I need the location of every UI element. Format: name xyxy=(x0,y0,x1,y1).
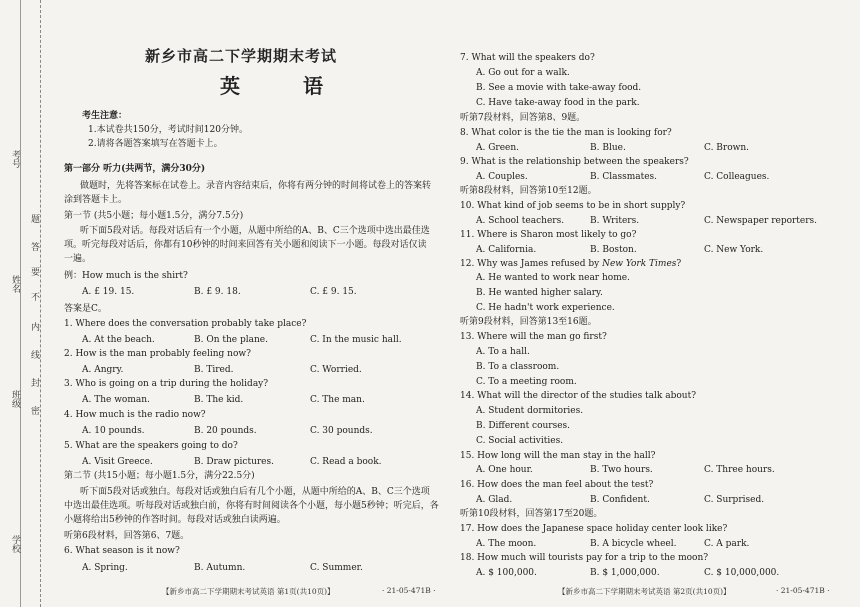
section2-direction: 听下面5段对话或独白。每段对话或独白后有几个小题，从题中所给的A、B、C三个选项 xyxy=(80,487,430,497)
seal-char: 密 xyxy=(31,407,41,417)
seal-char: 线 xyxy=(31,351,41,361)
name-label: 姓名 xyxy=(10,275,20,293)
answer-option: B. On the plane. xyxy=(194,335,268,345)
section1-heading: 第一节 (共5小题；每小题1.5分，满分7.5分) xyxy=(64,211,244,221)
answer-option: A. California. xyxy=(476,245,537,255)
question-text: 10. What kind of job seems to be in short supply? xyxy=(460,201,686,211)
example-option: B. £ 9. 18. xyxy=(194,287,241,297)
answer-option: B. Classmates. xyxy=(590,172,658,182)
answer-option: A. Angry. xyxy=(82,365,124,375)
answer-option: B. Tired. xyxy=(194,365,234,375)
question-text: 7. What will the speakers do? xyxy=(460,53,595,63)
material-instruction: 听第10段材料，回答第17至20题。 xyxy=(460,509,603,519)
answer-option: C. 30 pounds. xyxy=(310,426,373,436)
question-text: 15. How long will the man stay in the hall? xyxy=(460,451,656,461)
binding-line-dashed xyxy=(40,0,41,607)
answer-option: C. Brown. xyxy=(704,143,749,153)
subject-title: 英 语 xyxy=(220,74,351,98)
question-text: 18. How much will tourists pay for a trip to the moon? xyxy=(460,553,709,563)
answer-option: C. Social activities. xyxy=(476,436,564,446)
answer-option: C. The man. xyxy=(310,395,365,405)
part1-intro: 涂到答题卡上。 xyxy=(64,195,128,205)
answer-option: A. Green. xyxy=(476,143,520,153)
answer-option: C. To a meeting room. xyxy=(476,377,577,387)
answer-option: C. Three hours. xyxy=(704,465,775,475)
exam-title: 新乡市高二下学期期末考试 xyxy=(145,47,338,65)
question-text: 2. How is the man probably feeling now? xyxy=(64,349,251,359)
answer-option: A. Student dormitories. xyxy=(476,406,584,416)
part1-intro: 做题时，先将答案标在试卷上。录音内容结束后，你将有两分钟的时间将试卷上的答案转 xyxy=(80,181,432,191)
answer-option: A. He wanted to work near home. xyxy=(476,273,630,283)
page-footer: 【新乡市高二下学期期末考试英语 第2页(共10页)】 xyxy=(558,587,731,596)
answer-option: B. Writers. xyxy=(590,216,640,226)
notice-item: 2.请将各题答案填写在答题卡上。 xyxy=(88,139,223,149)
seal-char: 封 xyxy=(31,379,41,389)
answer-option: B. Blue. xyxy=(590,143,626,153)
part1-heading: 第一部分 听力(共两节，满分30分) xyxy=(64,164,206,174)
answer-option: B. He wanted higher salary. xyxy=(476,288,603,298)
section1-direction: 一遍。 xyxy=(64,254,92,264)
answer-option: B. Different courses. xyxy=(476,421,571,431)
answer-option: C. Surprised. xyxy=(704,495,765,505)
question-text-start: 12. Why was James refused by xyxy=(460,259,603,269)
answer-option: B. Two hours. xyxy=(590,465,653,475)
seal-char: 内 xyxy=(31,323,41,333)
page-code: · 21-05-471B · xyxy=(776,586,830,595)
question-text: 9. What is the relationship between the speakers? xyxy=(460,157,689,167)
page-footer: 【新乡市高二下学期期末考试英语 第1页(共10页)】 xyxy=(162,587,335,596)
seal-char: 不 xyxy=(31,293,41,303)
question-text xyxy=(460,258,681,270)
section2-direction: 小题将给出5秒钟的作答时间。每段对话或独白读两遍。 xyxy=(64,515,286,525)
binding-line-solid xyxy=(20,0,21,607)
example-question: 例：How much is the shirt? xyxy=(64,271,188,281)
notice-heading: 考生注意： xyxy=(82,111,128,121)
seal-char: 要 xyxy=(31,268,41,278)
question-text: 6. What season is it now? xyxy=(64,546,180,556)
class-label: 班级 xyxy=(10,390,20,408)
answer-option: B. 20 pounds. xyxy=(194,426,257,436)
seal-char: 题 xyxy=(31,215,41,225)
answer-option: A. The woman. xyxy=(82,395,150,405)
answer-option: C. New York. xyxy=(704,245,764,255)
answer-option: A. Glad. xyxy=(476,495,513,505)
exam-number-label: 考号 xyxy=(10,150,20,168)
answer-option: C. Newspaper reporters. xyxy=(704,216,818,226)
answer-option: A. Go out for a walk. xyxy=(476,68,570,78)
answer-option: A. School teachers. xyxy=(476,216,565,226)
answer-option: B. Draw pictures. xyxy=(194,457,274,467)
material-instruction: 听第6段材料，回答第6、7题。 xyxy=(64,531,190,541)
question-text: 4. How much is the radio now? xyxy=(64,410,206,420)
question-text: 13. Where will the man go first? xyxy=(460,332,607,342)
answer-option: C. Read a book. xyxy=(310,457,382,467)
answer-option: A. $ 100,000. xyxy=(476,568,537,578)
example-option: A. £ 19. 15. xyxy=(82,287,135,297)
answer-option: B. $ 1,000,000. xyxy=(590,568,660,578)
question-text: 8. What color is the tie the man is looking for? xyxy=(460,128,672,138)
answer-option: B. See a movie with take-away food. xyxy=(476,83,642,93)
answer-option: A. The moon. xyxy=(476,539,537,549)
question-text: 16. How does the man feel about the test? xyxy=(460,480,654,490)
answer-option: A. Visit Greece. xyxy=(82,457,153,467)
answer-option: B. To a classroom. xyxy=(476,362,560,372)
answer-option: C. In the music hall. xyxy=(310,335,402,345)
question-text: 14. What will the director of the studies talk about? xyxy=(460,391,697,401)
answer-option: A. 10 pounds. xyxy=(82,426,145,436)
answer-option: A. To a hall. xyxy=(476,347,530,357)
answer-option: C. Summer. xyxy=(310,563,363,573)
example-answer: 答案是C。 xyxy=(64,304,107,314)
material-instruction: 听第7段材料，回答第8、9题。 xyxy=(460,113,586,123)
page-code: · 21-05-471B · xyxy=(382,586,436,595)
question-text: 5. What are the speakers going to do? xyxy=(64,441,238,451)
binding-margin xyxy=(0,0,44,607)
answer-option: A. Spring. xyxy=(82,563,128,573)
question-text: 17. How does the Japanese space holiday center look like? xyxy=(460,524,728,534)
answer-option: C. Worried. xyxy=(310,365,362,375)
answer-option: B. A bicycle wheel. xyxy=(590,539,677,549)
section2-heading: 第二节 (共15小题；每小题1.5分，满分22.5分) xyxy=(64,471,255,481)
answer-option: A. At the beach. xyxy=(82,335,155,345)
question-text: 11. Where is Sharon most likely to go? xyxy=(460,230,637,240)
answer-option: A. One hour. xyxy=(476,465,533,475)
answer-option: B. The kid. xyxy=(194,395,244,405)
school-label: 学校 xyxy=(10,535,20,553)
answer-option: B. Boston. xyxy=(590,245,637,255)
question-mark: ? xyxy=(676,259,682,269)
material-instruction: 听第8段材料，回答第10至12题。 xyxy=(460,186,597,196)
answer-option: C. $ 10,000,000. xyxy=(704,568,780,578)
newspaper-title: New York Times xyxy=(602,259,677,269)
answer-option: B. Autumn. xyxy=(194,563,246,573)
question-text: 3. Who is going on a trip during the holiday? xyxy=(64,379,269,389)
answer-option: B. Confident. xyxy=(590,495,650,505)
section2-direction: 中选出最佳选项。听每段对话或独白前，你将有时间阅读各个小题，每小题5秒钟；听完后，各 xyxy=(64,501,439,511)
example-option: C. £ 9. 15. xyxy=(310,287,357,297)
answer-option: C. He hadn't work experience. xyxy=(476,303,615,313)
seal-char: 答 xyxy=(31,243,41,253)
section1-direction: 听下面5段对话。每段对话后有一个小题，从题中所给的A、B、C三个选项中选出最佳选 xyxy=(80,226,430,236)
answer-option: C. Colleagues. xyxy=(704,172,770,182)
question-text: 1. Where does the conversation probably take place? xyxy=(64,319,307,329)
answer-option: C. A park. xyxy=(704,539,750,549)
answer-option: A. Couples. xyxy=(476,172,528,182)
material-instruction: 听第9段材料，回答第13至16题。 xyxy=(460,317,597,327)
notice-item: 1.本试卷共150分，考试时间120分钟。 xyxy=(88,125,248,135)
answer-option: C. Have take-away food in the park. xyxy=(476,98,640,108)
section1-direction: 项。听完每段对话后，你都有10秒钟的时间来回答有关小题和阅读下一小题。每段对话仅读 xyxy=(64,240,427,250)
